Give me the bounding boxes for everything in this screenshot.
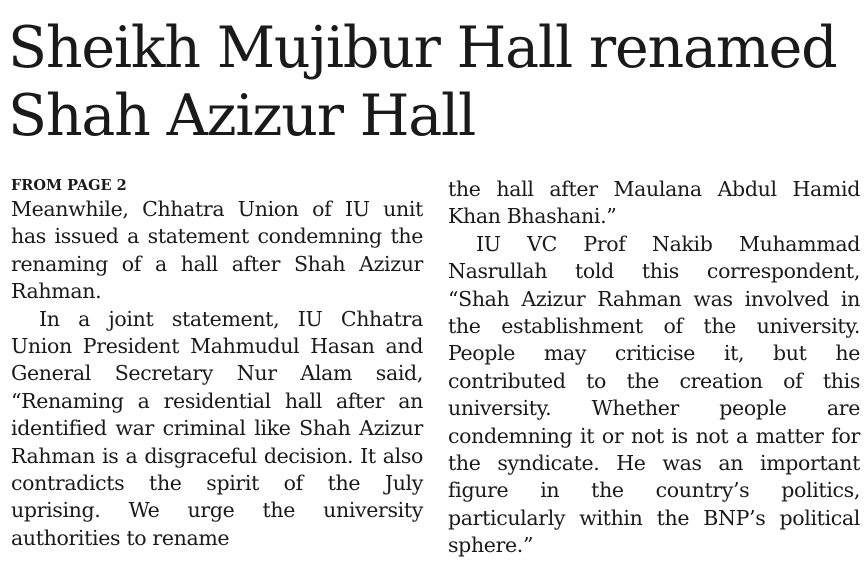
- article-column-right: [448, 176, 860, 560]
- article-column-left: [11, 176, 423, 552]
- headline: Sheikh Mujibur Hall renamed Shah Azizur Hall: [8, 15, 837, 149]
- paragraph: IU VC Prof Nakib Muhammad Nasrullah told this correspondent, “Shah Azizur Rahman was involved in the establishment of the university. People may criticise it, but he contributed to the creation of this university. Whether people are condemning it or not is not a matter for the syndicate. He was an important figure in the country’s politics, particularly within the BNP’s political sphere.”: [448, 231, 860, 558]
- paragraph: Meanwhile, Chhatra Union of IU unit has issued a statement condemning the renaming of a hall after Shah Azizur Rahman.: [11, 197, 423, 304]
- continued-from-label: FROM PAGE 2: [11, 177, 127, 194]
- paragraph: the hall after Maulana Abdul Hamid Khan Bhashani.”: [448, 177, 860, 229]
- paragraph: In a joint statement, IU Chhatra Union President Mahmudul Hasan and General Secretary Nur Alam said, “Renaming a residential hall after an identified war criminal like Shah Azizur Rahman is a disgraceful decision. It also contradicts the spirit of the July uprising. We urge the university authorities to rename: [11, 306, 423, 550]
